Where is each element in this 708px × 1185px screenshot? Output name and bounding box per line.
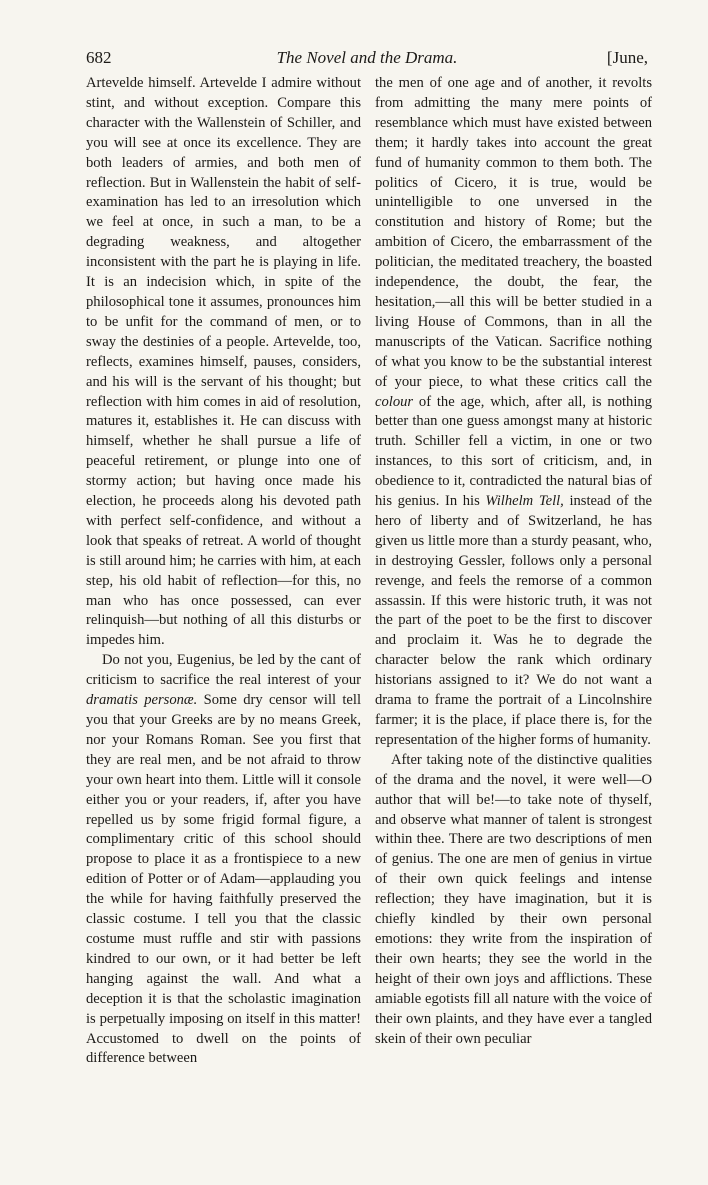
page-number: 682 (86, 48, 112, 67)
left-paragraph-1: Artevelde himself. Artevelde I admire without stint, and without exception. Compare this character with the Wallenstein of Schiller, and you will see at once its excellence. They are both leaders of armies, and both men of reflection. But in Wallenstein the habit of self-examination has led to an irresolution which we feel at once, in such a man, to be a degrading weakness, and altogether inconsistent with the part he is playing in life. It is an indecision which, in spite of the philosophical tone it assumes, pronounces him to be unfit for the command of men, or to sway the destinies of a people. Artevelde, too, reflects, examines himself, pauses, considers, and his will is the servant of his thought; but reflection with him comes in aid of resolution, matures it, establishes it. He can discuss with himself, whether he shall pursue a life of peaceful retirement, or plunge into one of stormy action; but having once made his election, he proceeds along his devoted path with perfect self-confidence, and without a look that speaks of retreat. A world of thought is still around him; he carries with him, at each step, his old habit of reflection—for this, no man who has once possessed, can ever relinquish—but nothing of all this disturbs or impedes him. (86, 75, 361, 649)
dramatis-personae-italic: dramatis personæ. (86, 692, 198, 709)
running-header (86, 44, 648, 72)
left-column (86, 74, 361, 1069)
left-p2-text-a: Do not you, Eugenius, be led by the cant of criticism to sacrifice the real interest of your (86, 652, 361, 689)
right-p1-text-b: of the age, which, after all, is nothing better than one guess amongst many at historic truth. Schiller fell a victim, in one or two instances, to this sort of criticism, and, in obedience to it, contradicted the natural bias of his genius. In his (375, 393, 652, 510)
right-column (375, 74, 652, 1049)
running-title: The Novel and the Drama. (276, 48, 458, 67)
wilhelm-tell-italic: Wilhelm Tell, (485, 493, 564, 510)
issue-month: [June, (606, 48, 648, 67)
colour-italic: colour (375, 393, 414, 410)
right-p1-text-a: the men of one age and of another, it revolts from admitting the many mere points of resemblance which must have existed between them; it hardly takes into account the great fund of humanity common to them both. The politics of Cicero, it is true, would be unintelligible to one unversed in the constitution and history of Rome; but the ambition of Cicero, the embarrassment of the politician, the meditated treachery, the boasted independence, the doubt, the fear, the hesitation,—all this will be better studied in a living House of Commons, than in all the manuscripts of the Vatican. Sacrifice nothing of what you know to be the substantial interest of your piece, to what these critics call the (375, 75, 652, 390)
right-paragraph-1 (375, 74, 652, 751)
left-paragraph-2 (86, 651, 361, 1069)
right-p1-text-c: instead of the hero of liberty and of Switzerland, he has given us little more than a sturdy peasant, who, in destroying Gessler, follows only a personal revenge, and feels the remorse of a common assassin. If this were historic truth, it was not the part of the poet to be the first to discover and proclaim it. Was he to degrade the character below the rank which ordinary historians assigned to it? We do not want a drama to frame the portrait of a Lincolnshire farmer; it is the place, if place there is, for the representation of the higher forms of humanity. (375, 493, 652, 748)
right-paragraph-2: After taking note of the distinctive qualities of the drama and the novel, it were well—O author that will be!—to take note of thyself, and observe what manner of talent is strongest within thee. There are two descriptions of men of genius. The one are men of genius in virtue of their own quick feelings and intense reflection; they have imagination, but it is chiefly kindled by their own personal emotions: they write from the inspiration of their own hearts; they see the world in the height of their own joys and afflictions. These amiable egotists fill all nature with the voice of their own plaints, and they have ever a tangled skein of their own peculiar (375, 751, 652, 1047)
left-p2-text-b: Some dry censor will tell you that your Greeks are by no means Greek, nor your Romans Roman. See you first that they are real men, and be not afraid to throw your own heart into them. Little will it console either you or your readers, if, after you have repelled us by some frigid formal figure, a complimentary critic of this school should propose to place it as a frontispiece to a new edition of Potter or of Adam—applauding you the while for having faithfully preserved the classic costume. I tell you that the classic costume must ruffle and stir with passions kindred to our own, or it had better be left hanging against the wall. And what a deception it is that the scholastic imagination is perpetually imposing on itself in this matter! Accustomed to dwell on the points of difference between (86, 692, 362, 1067)
